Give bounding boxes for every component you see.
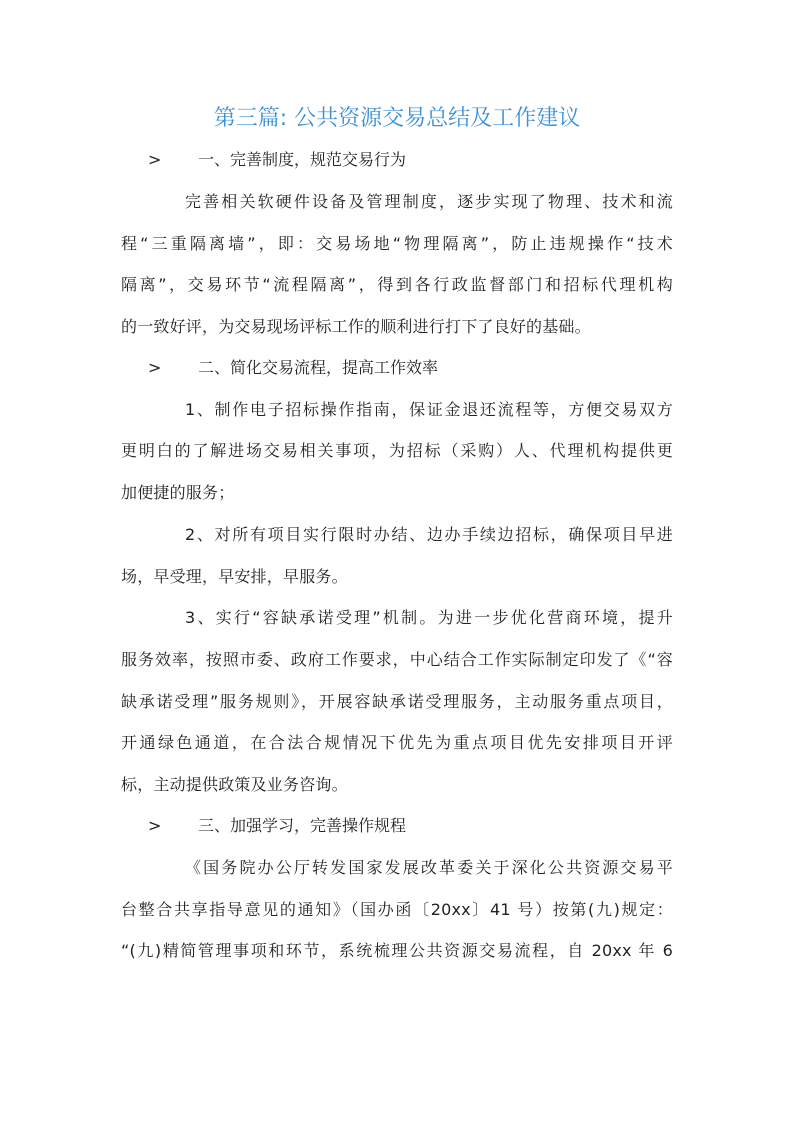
paragraph-line: 1、制作电子招标操作指南，保证金退还流程等，方便交易双方 [185,400,673,419]
section-heading-text: 一、完善制度，规范交易行为 [198,150,407,169]
paragraph-line: 完善相关软硬件设备及管理制度，逐步实现了物理、技术和流 [185,192,673,211]
paragraph-line: 隔离”，交易环节“流程隔离”，得到各行政监督部门和招标代理机构 [121,275,673,294]
section-heading-2 [148,356,438,380]
section-heading-3 [148,814,406,838]
paragraph-line: 《国务院办公厅转发国家发展改革委关于深化公共资源交易平 [185,858,673,877]
paragraph-line: 开通绿色通道，在合法合规情况下优先为重点项目优先安排项目开评 [121,733,673,752]
paragraph-line: 场，早受理，早安排，早服务。 [121,567,348,586]
section-heading-1 [148,148,406,172]
section-heading-text: 三、加强学习，完善操作规程 [198,816,407,835]
paragraph-line: 更明白的了解进场交易相关事项，为招标（采购）人、代理机构提供更 [121,441,673,460]
paragraph-line: 加便捷的服务； [121,483,235,502]
paragraph-line: 标，主动提供政策及业务咨询。 [121,775,348,794]
document-title: 第三篇: 公共资源交易总结及工作建议 [213,106,581,131]
paragraph-line: 程“三重隔离墙”，即：交易场地“物理隔离”，防止违规操作“技术 [121,234,673,253]
bullet-marker: > [148,816,162,835]
paragraph-line: 2、对所有项目实行限时办结、边办手续边招标，确保项目早进 [185,525,673,544]
bullet-marker: > [148,150,162,169]
bullet-marker: > [148,358,162,377]
paragraph-line: 3、实行“容缺承诺受理”机制。为进一步优化营商环境，提升 [185,608,673,627]
paragraph-line: “(九)精简管理事项和环节，系统梳理公共资源交易流程，自 20xx 年 6 [121,941,673,960]
paragraph-line: 的一致好评，为交易现场评标工作的顺利进行打下了良好的基础。 [121,317,591,336]
paragraph-line: 台整合共享指导意见的通知》（国办函〔20xx〕41 号）按第(九)规定： [121,900,673,919]
section-heading-text: 二、简化交易流程，提高工作效率 [198,358,439,377]
paragraph-line: 缺承诺受理”服务规则》，开展容缺承诺受理服务，主动服务重点项目， [121,692,673,711]
paragraph-line: 服务效率，按照市委、政府工作要求，中心结合工作实际制定印发了《“容 [121,650,673,669]
